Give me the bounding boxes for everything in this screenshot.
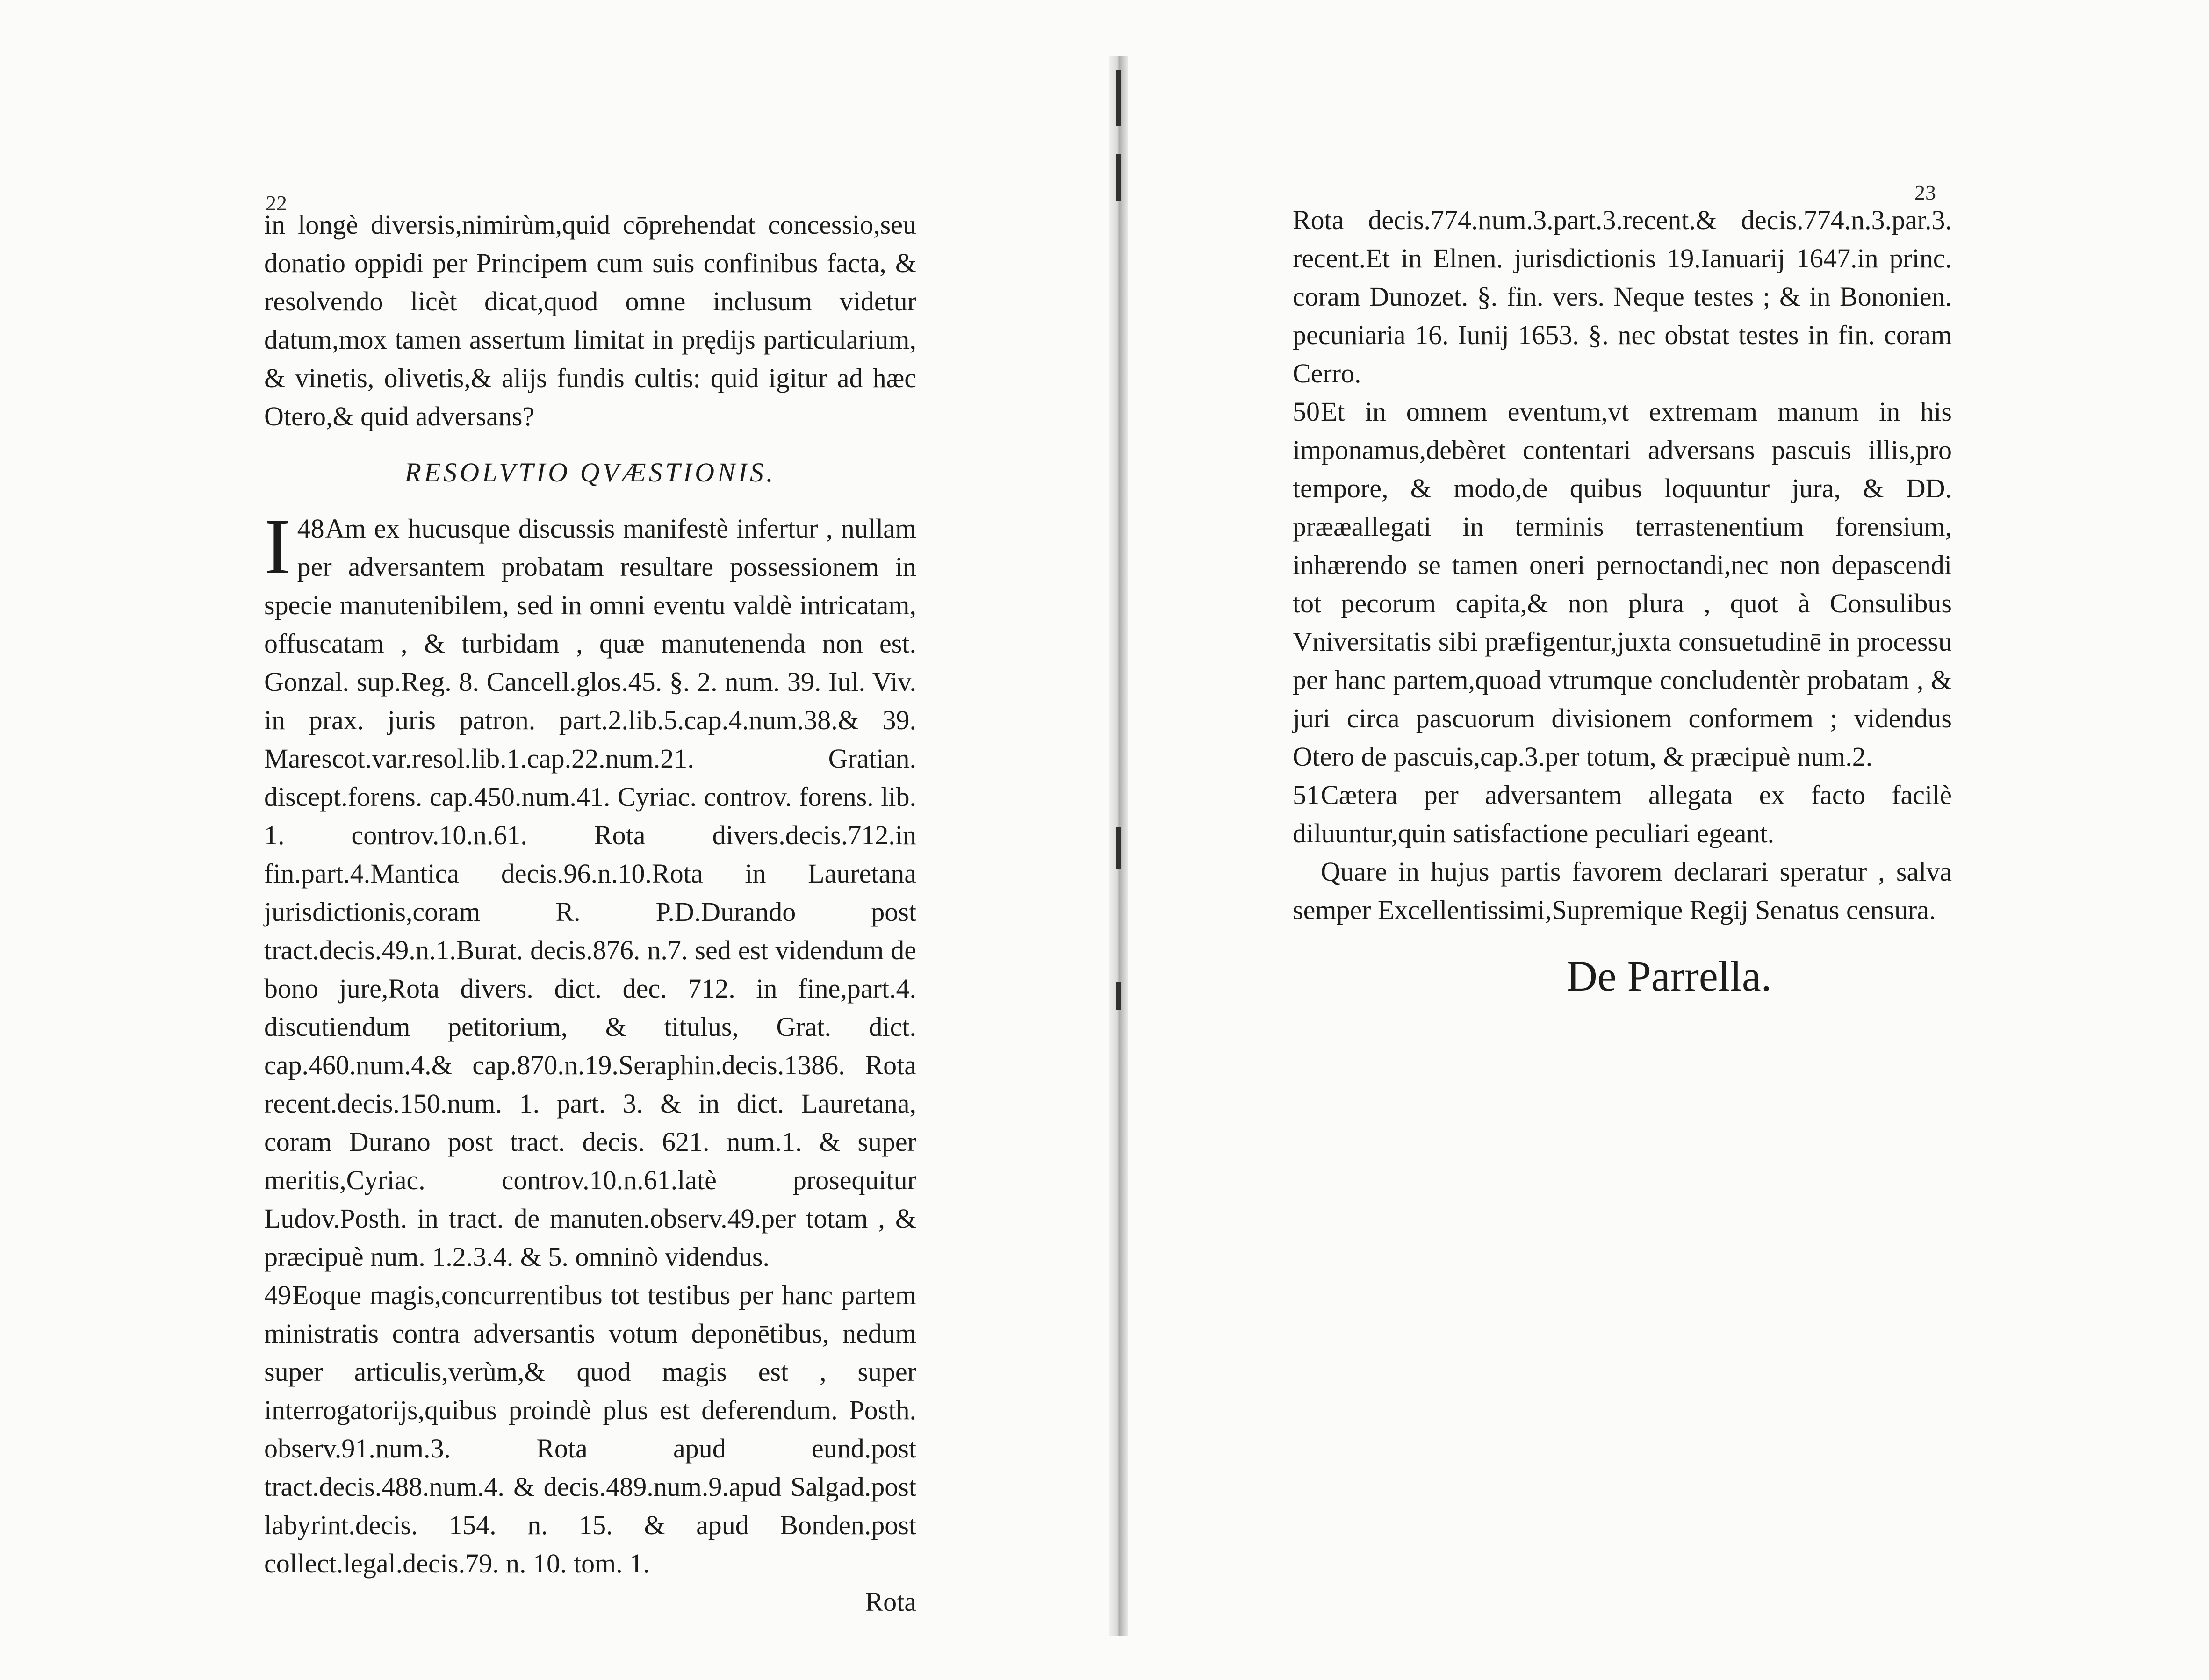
right-page-number: 23 [1914, 180, 1936, 204]
paragraph-48-text: Am ex hucusque discussis manifestè infertur , nullam per adversantem probatam resultare possessionem in specie manutenibilem, sed in omni eventu valdè intricatam, offuscatam , & turbidam , quæ manutenenda non est. Gonzal. sup.Reg. 8. Cancell.glos.45. §. 2. num. 39. Iul. Viv. in prax. juris patron. part.2.lib.5.cap.4.num.38.& 39. Marescot.var.resol.lib.1.cap.22.num.21. Gratian. discept.forens. cap.450.num.41. Cyriac. controv. forens. lib. 1. controv.10.n.61. Rota divers.decis.712.in fin.part.4.Mantica decis.96.n.10.Rota in Lauretana jurisdictionis,coram R. P.D.Durando post tract.decis.49.n.1.Burat. decis.876. n.7. sed est videndum de bono jure,Rota divers. dict. dec. 712. in fine,part.4. discutiendum petitorium, & titulus, Grat. dict. cap.460.num.4.& cap.870.n.19.Seraphin.decis.1386. Rota recent.decis.150.num. 1. part. 3. & in dict. Lauretana, coram Durano post tract. decis. 621. num.1. & super meritis,Cyriac. controv.10.n.61.latè prosequitur Ludov.Posth. in tract. de manuten.observ.49.per totam , & præcipuè num. 1.2.3.4. & 5. omninò videndus. [264, 513, 916, 1272]
section-heading: RESOLVTIO QVÆSTIONIS. [404, 457, 776, 488]
paragraph-49-text: Eoque magis,concurrentibus tot testibus per hanc partem ministratis contra adversantis votum deponētibus, nedum super articulis,verùm,& quod magis est , super interrogatorijs,quibus proindè plus est deferendum. Posth. observ.91.num.3. Rota apud eund.post tract.decis.488.num.4. & decis.489.num.9.apud Salgad.post labyrint.decis. 154. n. 15. & apud Bonden.post collect.legal.decis.79. n. 10. tom. 1. [264, 1280, 916, 1579]
paragraph-50-text: Et in omnem eventum,vt extremam manum in his imponamus,debèret contentari adversans pascuis illis,pro tempore, & modo,de quibus loquuntur jura, & DD. prææallegati in terminis terrastenentium forensium, inhærendo se tamen oneri pernoctandi,nec non depascendi tot pecorum capita,& non plura , quot à Consulibus Vniversitatis sibi præfigentur,juxta consuetudinē in processu per hanc partem,quoad vtrumque concludentèr probatam , & juri circa pascuorum divisionem conformem ; videndus Otero de pascuis,cap.3.per totum, & præcipuè num.2. [1293, 396, 1952, 772]
paragraph-50-number: 50 [1293, 396, 1320, 427]
drop-cap: I [264, 503, 291, 590]
gutter-shadow-top [1116, 70, 1121, 126]
signature: De Parrella. [1566, 952, 1772, 1000]
gutter-shadow-lower [1116, 982, 1121, 1010]
paragraph-51-text: Cætera per adversantem allegata ex facto facilè diluuntur,quin satisfactione peculiari egeant. [1293, 780, 1952, 848]
paragraph-51 [1293, 776, 1952, 853]
right-text-column [1293, 201, 1952, 1004]
right-intro-paragraph: Rota decis.774.num.3.part.3.recent.& decis.774.n.3.par.3. recent.Et in Elnen. jurisdictionis 19.Ianuarij 1647.in princ. coram Dunozet. §. fin. vers. Neque testes ; & in Bononien. pecuniaria 16. Iunij 1653. §. nec obstat testes in fin. coram Cerro. [1293, 205, 1952, 388]
paragraph-51-number: 51 [1293, 780, 1320, 810]
catchword: Rota [865, 1587, 916, 1617]
closing-paragraph: Quare in hujus partis favorem declarari speratur , salva semper Excellentissimi,Supremique Regij Senatus censura. [1293, 856, 1952, 925]
left-page-number: 22 [266, 191, 287, 215]
paragraph-49-number: 49 [264, 1280, 291, 1310]
paragraph-50 [1293, 393, 1952, 776]
paragraph-49 [264, 1276, 916, 1583]
gutter-shadow-upper [1116, 154, 1121, 201]
gutter-shadow-middle [1116, 827, 1121, 869]
right-page [1120, 0, 2209, 1680]
left-text-column [264, 192, 916, 1621]
left-intro-paragraph: in longè diversis,nimirùm,quid cōprehendat concessio,seu donatio oppidi per Principem cum suis confinibus facta, & resolvendo licèt dicat,quod omne inclusum videtur datum,mox tamen assertum limitat in prędijs particularium, & vinetis, olivetis,& alijs fundis cultis: quid igitur ad hæc Otero,& quid adversans? [264, 209, 916, 431]
paragraph-48-number: 48 [297, 513, 324, 544]
paragraph-48 [264, 503, 916, 1276]
